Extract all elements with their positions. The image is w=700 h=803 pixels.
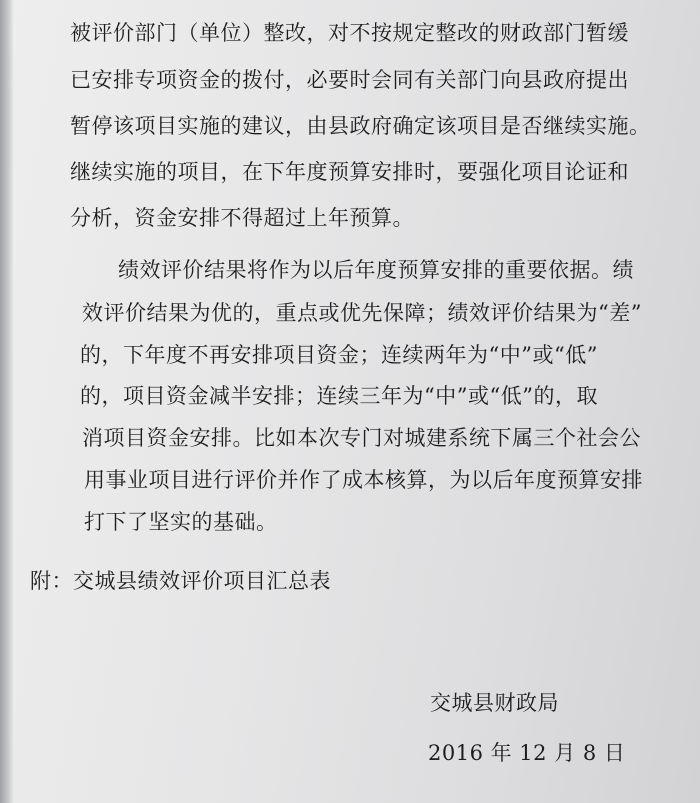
paragraph2-line-3: 的，下年度不再安排项目资金；连续两年为“中”或“低” [80, 343, 598, 367]
attachment-line: 附：交城县绩效评价项目汇总表 [30, 569, 331, 593]
paragraph1-line-4: 继续实施的项目，在下年度预算安排时，要强化项目论证和 [70, 160, 629, 184]
paragraph2-line-6: 用事业项目进行评价并作了成本核算，为以后年度预算安排 [84, 468, 643, 492]
paragraph2-line-7: 打下了坚实的基础。 [84, 510, 278, 534]
paragraph2-line-5: 消项目资金安排。比如本次专门对城建系统下属三个社会公 [82, 426, 641, 450]
paragraph2-line-4: 的，项目资金减半安排；连续三年为“中”或“低”的，取 [80, 384, 598, 408]
paragraph2-line-1: 绩效评价结果将作为以后年度预算安排的重要依据。绩 [118, 258, 634, 282]
paragraph1-line-3: 暂停该项目实施的建议，由县政府确定该项目是否继续实施。 [70, 114, 651, 138]
paragraph1-line-1: 被评价部门（单位）整改，对不按规定整改的财政部门暂缓 [70, 21, 629, 45]
signature-date: 2016 年 12 月 8 日 [428, 741, 626, 765]
signature-organization: 交城县财政局 [430, 691, 559, 715]
paragraph1-line-2: 已安排专项资金的拨付，必要时会同有关部门向县政府提出 [70, 68, 629, 92]
paragraph1-line-5: 分析，资金安排不得超过上年预算。 [70, 206, 414, 230]
paragraph2-line-2: 效评价结果为优的，重点或优先保障；绩效评价结果为“差” [82, 301, 642, 325]
page-edge-shadow [0, 0, 14, 803]
